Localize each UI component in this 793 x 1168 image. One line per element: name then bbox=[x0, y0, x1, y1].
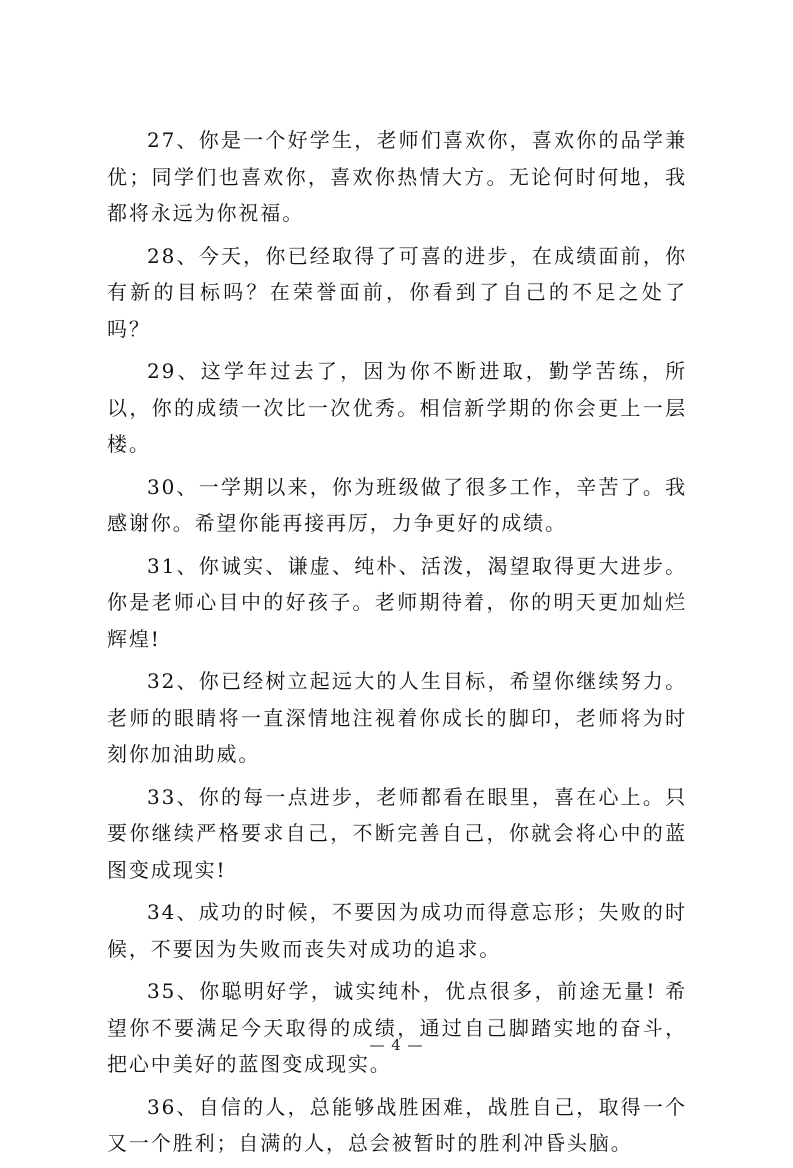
paragraph-29: 29、这学年过去了，因为你不断进取，勤学苦练，所以，你的成绩一次比一次优秀。相信新学期的你会更上一层楼。 bbox=[107, 359, 687, 456]
paragraph-32: 32、你已经树立起远大的人生目标，希望你继续努力。老师的眼睛将一直深情地注视着你成长的脚印，老师将为时刻你加油助威。 bbox=[107, 669, 687, 766]
paragraph-30: 30、一学期以来，你为班级做了很多工作，辛苦了。我感谢你。希望你能再接再厉，力争更好的成绩。 bbox=[107, 474, 687, 535]
document-body bbox=[107, 122, 687, 1168]
paragraph-28: 28、今天，你已经取得了可喜的进步，在成绩面前，你有新的目标吗？在荣誉面前，你看到了自己的不足之处了吗？ bbox=[107, 243, 687, 341]
paragraph-33: 33、你的每一点进步，老师都看在眼里，喜在心上。只要你继续严格要求自己，不断完善自己，你就会将心中的蓝图变成现实! bbox=[107, 784, 687, 882]
paragraph-27: 27、你是一个好学生，老师们喜欢你，喜欢你的品学兼优；同学们也喜欢你，喜欢你热情大方。无论何时何地，我都将永远为你祝福。 bbox=[107, 128, 687, 225]
page-number: — 4 — bbox=[369, 1036, 424, 1054]
paragraph-34: 34、成功的时候，不要因为成功而得意忘形；失败的时候，不要因为失败而丧失对成功的追求。 bbox=[107, 900, 687, 961]
paragraph-36: 36、自信的人，总能够战胜困难，战胜自己，取得一个又一个胜利；自满的人，总会被暂时的胜利冲昏头脑。 bbox=[107, 1094, 687, 1155]
paragraph-31: 31、你诚实、谦虚、纯朴、活泼，渴望取得更大进步。你是老师心目中的好孩子。老师期待着，你的明天更加灿烂辉煌! bbox=[107, 553, 687, 651]
paragraph-35: 35、你聪明好学，诚实纯朴，优点很多，前途无量! 希望你不要满足今天取得的成绩，通过自己脚踏实地的奋斗，把心中美好的蓝图变成现实。 bbox=[107, 979, 687, 1076]
